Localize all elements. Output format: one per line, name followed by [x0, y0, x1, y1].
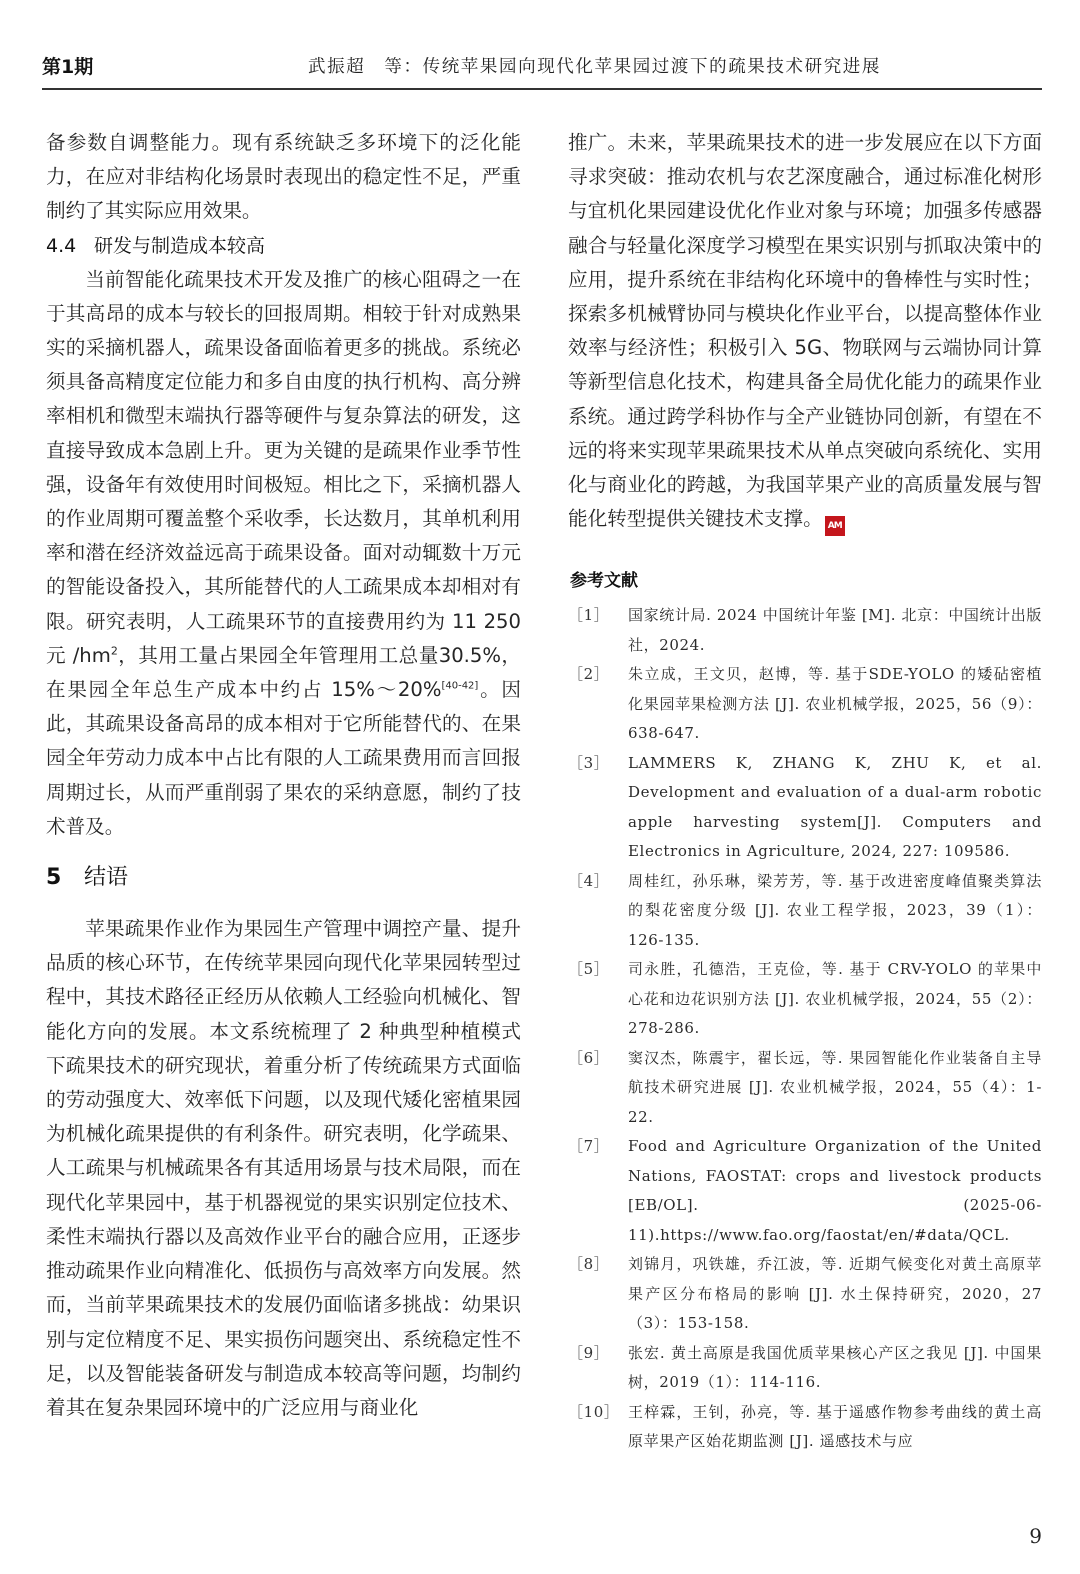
- reference-item: [568, 1044, 1042, 1133]
- reference-item: [568, 1339, 1042, 1398]
- paragraph-conclusion: 苹果疏果作业作为果园生产管理中调控产量、提升品质的核心环节，在传统苹果园向现代化苹果园转型过程中，其技术路径正经历从依赖人工经验向机械化、智能化方向的发展。本文系统梳理了 2 种典型种植模式下疏果技术的研究现状，着重分析了传统疏果方式面临的劳动强度大、效率低下问题，以及现代矮化密植果园为机械化疏果提供的有利条件。研究表明，化学疏果、人工疏果与机械疏果各有其适用场景与技术局限，而在现代化苹果园中，基于机器视觉的果实识别定位技术、柔性末端执行器以及高效作业平台的融合应用，正逐步推动疏果作业向精准化、低损伤与高效率方向发展。然而，当前苹果疏果技术的发展仍面临诸多挑战：幼果识别与定位精度不足、果实损伤问题突出、系统稳定性不足，以及智能装备研发与制造成本较高等问题，均制约着其在复杂果园环境中的广泛应用与商业化: [46, 917, 521, 1419]
- reference-number: ［8］: [568, 1255, 610, 1274]
- superscript: 2: [110, 644, 118, 658]
- reference-text: 国家统计局. 2024 中国统计年鉴 [M]. 北京：中国统计出版社，2024.: [628, 606, 1042, 654]
- end-mark-icon: AM: [825, 516, 845, 536]
- reference-text: 刘锦月，巩铁雄，乔江波，等. 近期气候变化对黄土高原苹果产区分布格局的影响 [J]. 水土保持研究，2020，27（3）：153-158.: [628, 1255, 1042, 1333]
- running-title: 武振超 等：传统苹果园向现代化苹果园过渡下的疏果技术研究进展: [308, 57, 881, 77]
- reference-number: ［5］: [568, 960, 610, 979]
- reference-text: 朱立成，王文贝，赵博，等. 基于SDE-YOLO 的矮砧密植化果园苹果检测方法 [J]. 农业机械学报，2025，56（9）：638-647.: [628, 665, 1042, 743]
- reference-number: ［2］: [568, 665, 610, 684]
- page-number: 9: [1029, 1524, 1042, 1548]
- section-title: 结语: [84, 865, 129, 891]
- reference-text: 司永胜，孔德浩，王克俭，等. 基于 CRV-YOLO 的苹果中心花和边花识别方法 [J]. 农业机械学报，2024，55（2）：278-286.: [628, 960, 1042, 1038]
- reference-item: [568, 660, 1042, 749]
- reference-item: [568, 1132, 1042, 1250]
- reference-item: [568, 1250, 1042, 1339]
- running-head: [42, 52, 1042, 82]
- reference-item: [568, 749, 1042, 867]
- section-title: 研发与制造成本较高: [94, 234, 266, 257]
- reference-text: 张宏. 黄土高原是我国优质苹果核心产区之我见 [J]. 中国果树，2019（1）：114-116.: [628, 1343, 1042, 1392]
- reference-number: ［9］: [568, 1343, 610, 1362]
- reference-number: ［1］: [568, 606, 610, 625]
- reference-text: Food and Agriculture Organization of the United Nations, FAOSTAT: crops and livestock products [EB/OL]. (2025-06-11).https://www.fao.org/faostat/en/#data/QCL.: [628, 1137, 1042, 1244]
- paragraph-future: [568, 126, 1042, 536]
- reference-number: ［4］: [568, 871, 610, 890]
- reference-number: ［6］: [568, 1048, 610, 1067]
- reference-number: ［10］: [568, 1402, 620, 1421]
- reference-text: 周桂红，孙乐琳，梁芳芳，等. 基于改进密度峰值聚类算法的梨花密度分级 [J]. 农业工程学报，2023，39（1）：126-135.: [628, 871, 1042, 949]
- left-column: [46, 126, 521, 1425]
- citation: [40-42]: [441, 680, 479, 692]
- references-heading: 参考文献: [570, 571, 638, 592]
- right-column: [568, 126, 1042, 1457]
- reference-text: LAMMERS K, ZHANG K, ZHU K, et al. Development and evaluation of a dual-arm robotic apple harvesting system[J]. Computers and Electronics in Agriculture, 2024, 227: 109586.: [628, 753, 1042, 861]
- reference-list: [568, 601, 1042, 1457]
- reference-item: [568, 1398, 1042, 1457]
- reference-item: [568, 867, 1042, 956]
- reference-text: 王梓霖，王钊，孙亮，等. 基于遥感作物参考曲线的黄土高原苹果产区始花期监测 [J]. 遥感技术与应: [628, 1402, 1042, 1451]
- reference-number: ［7］: [568, 1137, 610, 1156]
- reference-text: 窦汉杰，陈震宇，翟长远，等. 果园智能化作业装备自主导航技术研究进展 [J]. 农业机械学报，2024，55（4）：1-22.: [628, 1048, 1042, 1126]
- issue-label: 第1期: [42, 56, 94, 78]
- paragraph-cost: [46, 263, 521, 844]
- reference-item: [568, 955, 1042, 1044]
- reference-item: [568, 601, 1042, 660]
- section-heading-4-4: [46, 229, 521, 263]
- section-number: 5: [46, 865, 62, 891]
- section-number: 4.4: [46, 234, 77, 257]
- paragraph-cost-part-2: ，其用工量占果园全年管理用工总量30.5%，在果园全年总生产成本中约占 15%～20%: [46, 643, 521, 702]
- reference-number: ［3］: [568, 753, 610, 772]
- paragraph-continuation: 备参数自调整能力。现有系统缺乏多环境下的泛化能力，在应对非结构化场景时表现出的稳定性不足，严重制约了其实际应用效果。: [46, 131, 521, 223]
- paragraph-cost-part-1: 当前智能化疏果技术开发及推广的核心阻碍之一在于其高昂的成本与较长的回报周期。相较于针对成熟果实的采摘机器人，疏果设备面临着更多的挑战。系统必须具备高精度定位能力和多自由度的执行机构、高分辨率相机和微型末端执行器等硬件与复杂算法的研发，这直接导致成本急剧上升。更为关键的是疏果作业季节性强，设备年有效使用时间极短。相比之下，采摘机器人的作业周期可覆盖整个采收季，长达数月，其单机利用率和潜在经济效益远高于疏果设备。面对动辄数十万元的智能设备投入，其所能替代的人工疏果成本却相对有限。研究表明，人工疏果环节的直接费用约为 11 250 元 /hm: [46, 267, 521, 667]
- paragraph-cost-part-3: 。因此，其疏果设备高昂的成本相对于它所能替代的、在果园全年劳动力成本中占比有限的人工疏果费用而言回报周期过长，从而严重削弱了果农的采纳意愿，制约了技术普及。: [46, 678, 521, 838]
- header-rule: [42, 88, 1042, 90]
- paragraph-future-text: 推广。未来，苹果疏果技术的进一步发展应在以下方面寻求突破：推动农机与农艺深度融合，通过标准化树形与宜机化果园建设优化作业对象与环境；加强多传感器融合与轻量化深度学习模型在果实识别与抓取决策中的应用，提升系统在非结构化环境中的鲁棒性与实时性；探索多机械臂协同与模块化作业平台，以提高整体作业效率与经济性；积极引入 5G、物联网与云端协同计算等新型信息化技术，构建具备全局优化能力的疏果作业系统。通过跨学科协作与全产业链协同创新，有望在不远的将来实现苹果疏果技术从单点突破向系统化、实用化与商业化的跨越，为我国苹果产业的高质量发展与智能化转型提供关键技术支撑。: [568, 131, 1042, 531]
- section-heading-5: [46, 861, 521, 895]
